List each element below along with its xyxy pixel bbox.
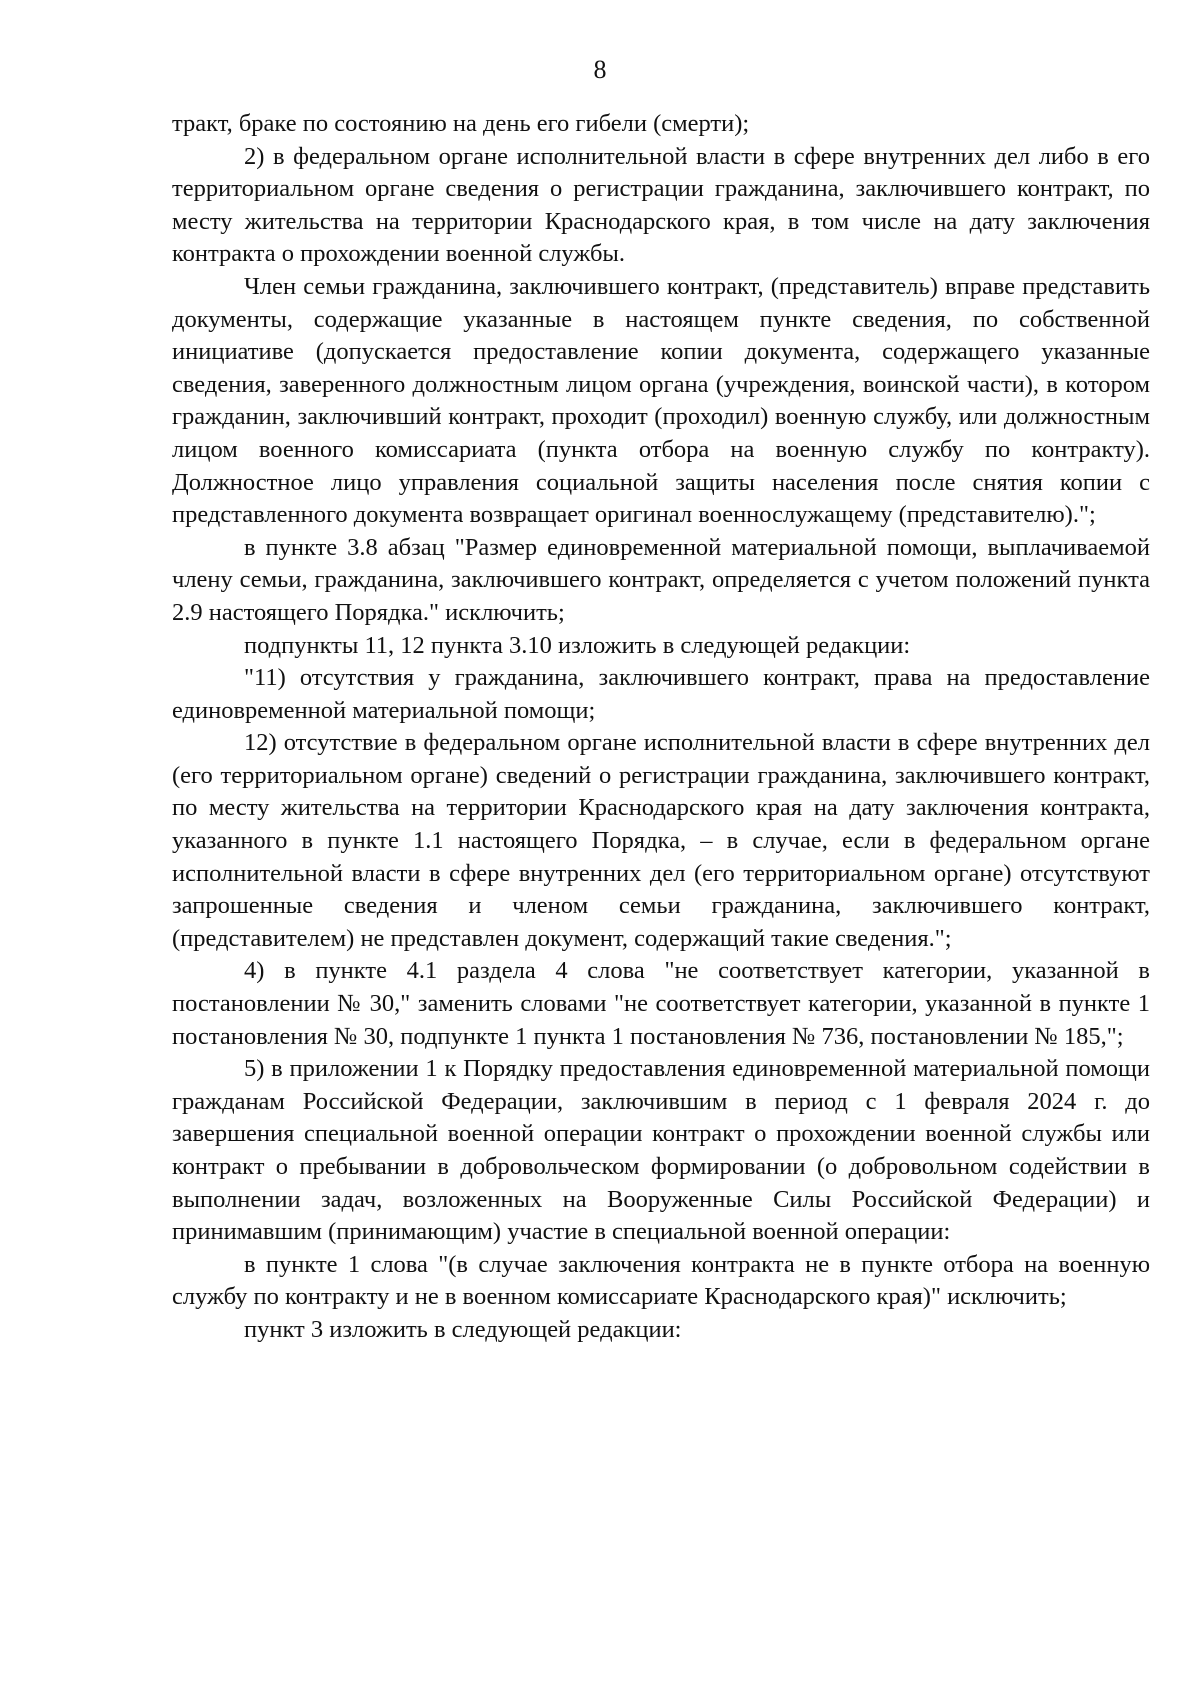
paragraph: "11) отсутствия у гражданина, заключившего контракт, права на предоставление единовременной материальной помощи;: [172, 664, 1150, 724]
paragraph: 2) в федеральном органе исполнительной власти в сфере внутренних дел либо в его территориальном органе сведения о регистрации гражданина, заключившего контракт, по месту жительства на территории Краснодарского края, в том числе на дату заключения контракта о прохождении военной службы.: [172, 142, 1150, 268]
paragraph: пункт 3 изложить в следующей редакции:: [244, 1315, 682, 1343]
paragraph: тракт, браке по состоянию на день его гибели (смерти);: [172, 110, 750, 137]
paragraph: Член семьи гражданина, заключившего контракт, (представитель) вправе представить документы, содержащие указанные в настоящем пункте сведения, по собственной инициативе (допускается предоставление копии документа, содержащего указанные сведения, заверенного должностным лицом органа (учреждения, воинской части), в котором гражданин, заключивший контракт, проходит (проходил) военную службу, или должностным лицом военного комиссариата (пункта отбора на военную службу по контракту). Должностное лицо управления социальной защиты населения после снятия копии с представленного документа возвращает оригинал военнослужащему (представителю).";: [172, 272, 1150, 529]
paragraph: в пункте 1 слова "(в случае заключения контракта не в пункте отбора на военную службу по контракту и не в военном комиссариате Краснодарского края)" исключить;: [172, 1250, 1150, 1311]
paragraph: в пункте 3.8 абзац "Размер единовременной материальной помощи, выплачиваемой члену семьи, гражданина, заключившего контракт, определяется с учетом положений пункта 2.9 настоящего Порядка." исключить;: [172, 533, 1150, 626]
paragraph: 12) отсутствие в федеральном органе исполнительной власти в сфере внутренних дел (его территориальном органе) сведений о регистрации гражданина, заключившего контракт, по месту жительства на территории Краснодарского края на дату заключения контракта, указанного в пункте 1.1 настоящего Порядка, – в случае, если в федеральном органе исполнительной власти в сфере внутренних дел (его территориальном органе) отсутствуют запрошенные сведения и членом семьи гражданина, заключившего контракт, (представителем) не представлен документ, содержащий такие сведения.";: [172, 729, 1150, 952]
document-body: [172, 108, 1150, 1347]
page-number: 8: [593, 55, 607, 84]
paragraph: подпункты 11, 12 пункта 3.10 изложить в следующей редакции:: [244, 631, 911, 659]
paragraph: 5) в приложении 1 к Порядку предоставления единовременной материальной помощи гражданам Российской Федерации, заключившим в период с 1 февраля 2024 г. до завершения специальной военной операции контракт о прохождении военной службы или контракт о пребывании в добровольческом формировании (о добровольном содействии в выполнении задач, возложенных на Вооруженные Силы Российской Федерации) и принимавшим (принимающим) участие в специальной военной операции:: [172, 1055, 1150, 1246]
paragraph: 4) в пункте 4.1 раздела 4 слова "не соответствует категории, указанной в постановлении № 30," заменить словами "не соответствует категории, указанной в пункте 1 постановления № 30, подпункте 1 пункта 1 постановления № 736, постановлении № 185,";: [172, 957, 1150, 1050]
